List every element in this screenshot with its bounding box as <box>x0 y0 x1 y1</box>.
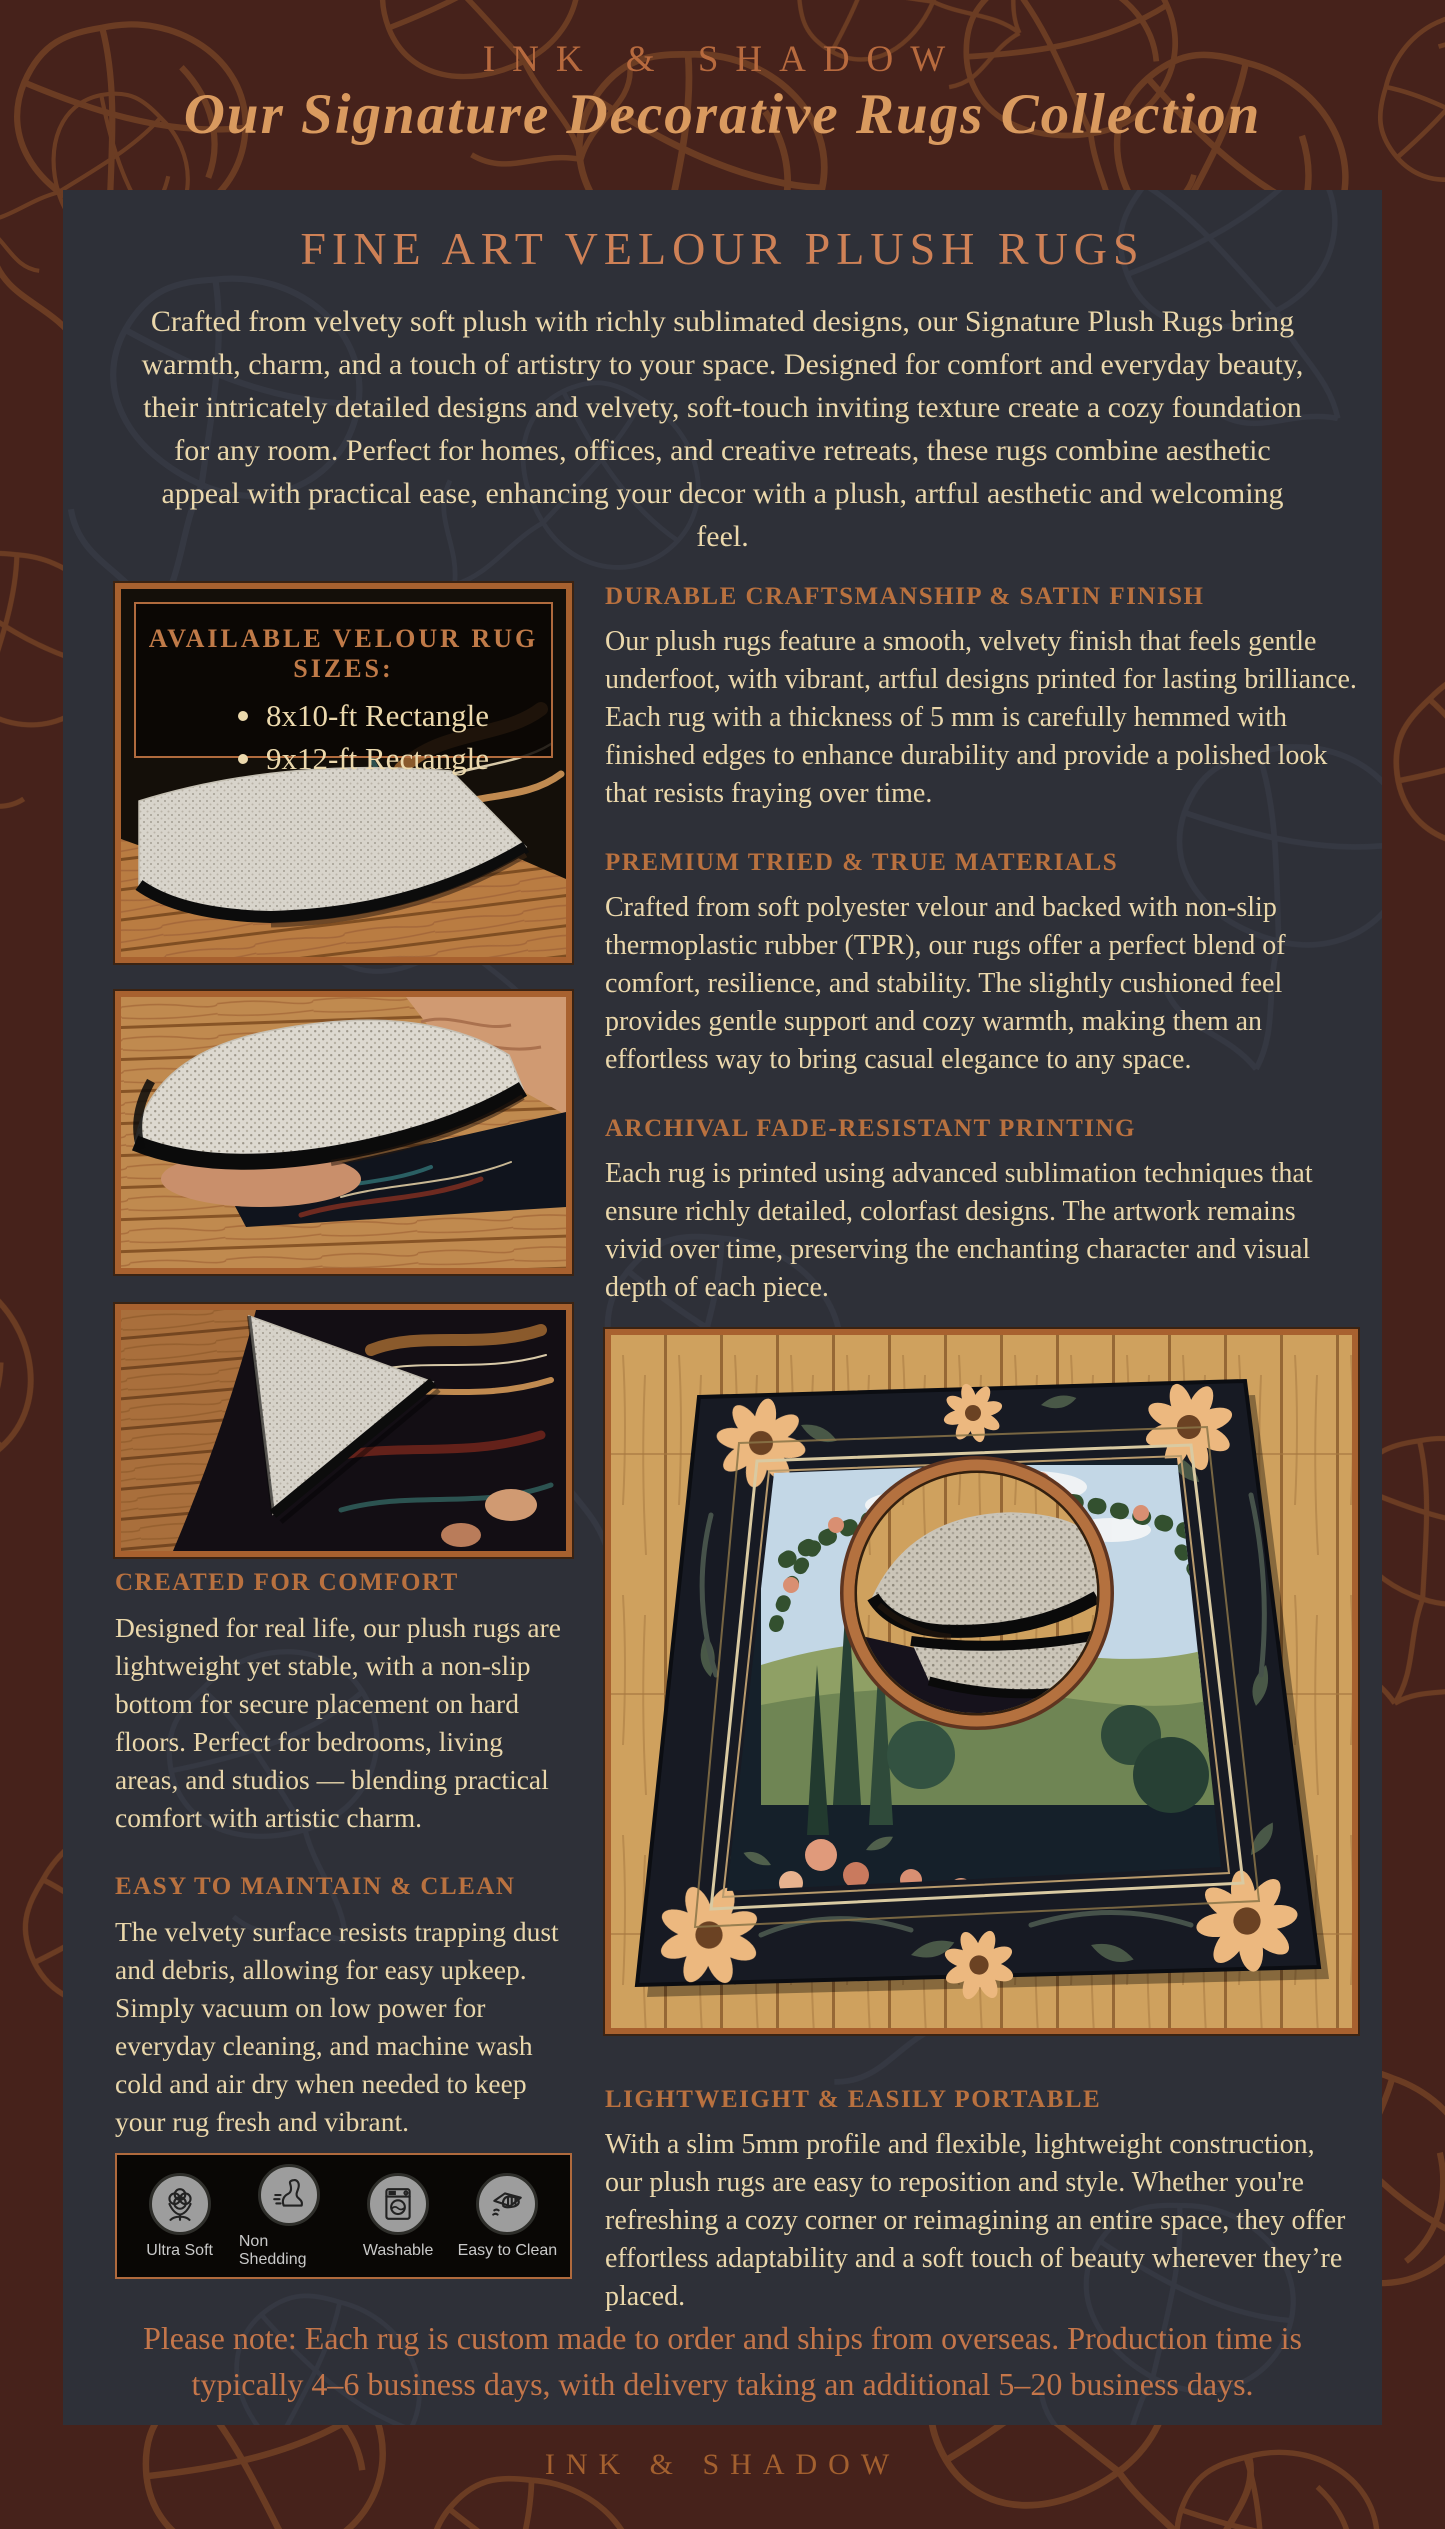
section-portable <box>605 2086 1358 2316</box>
feature-badge <box>130 2173 230 2260</box>
section-materials <box>605 849 1358 1079</box>
section-heading: CREATED FOR COMFORT <box>115 1569 459 1596</box>
section-body: Our plush rugs feature a smooth, velvety finish that feels gentle underfoot, with vibrant, artful designs printed for lasting brilliance. Each rug with a thickness of 5 mm is carefully hemmed with finished edges to enhance durability and provide a polished look that resists fraying over time. <box>605 626 1357 809</box>
sizes-box <box>134 602 553 776</box>
production-note-text: Please note: Each rug is custom made to order and ships from overseas. Production time is typically 4–6 business days, with delivery taking an additional 5–20 business days. <box>143 2320 1302 2402</box>
section-maintain <box>115 1873 572 2141</box>
features-box <box>115 2153 572 2279</box>
washing-machine-icon <box>367 2173 429 2235</box>
left-column <box>115 583 572 2279</box>
section-body: With a slim 5mm profile and flexible, lightweight construction, our plush rugs are easy to reposition and style. Whether you're refreshing a cozy corner or reimagining an entire space, they offer effortless adaptability and a soft touch of beauty wherever they’re placed. <box>605 2129 1346 2312</box>
section-body: Crafted from soft polyester velour and backed with non-slip thermoplastic rubber (TPR), our rugs offer a perfect blend of comfort, resilience, and stability. The slightly cushioned feel provides gentle support and cozy warmth, making them an effortless way to bring casual elegance to any space. <box>605 892 1286 1075</box>
section-body: Each rug is printed using advanced sublimation techniques that ensure richly detailed, colorfast designs. The artwork remains vivid over time, preserving the enchanting character and visual depth of each piece. <box>605 1158 1313 1303</box>
feature-badge <box>239 2164 339 2269</box>
foot-icon <box>258 2164 320 2226</box>
section-durable <box>605 583 1358 813</box>
collection-subtitle: Our Signature Decorative Rugs Collection <box>183 83 1262 146</box>
section-heading: ARCHIVAL FADE-RESISTANT PRINTING <box>605 1115 1136 1142</box>
section-heading: DURABLE CRAFTSMANSHIP & SATIN FINISH <box>605 583 1205 610</box>
size-item: 9x12-ft Rectangle <box>232 737 551 780</box>
brand-title: INK & SHADOW <box>482 39 963 80</box>
photo-rug-room-view <box>605 1329 1358 2034</box>
section-printing <box>605 1115 1358 1307</box>
feature-badge <box>348 2173 448 2260</box>
sizes-list <box>232 694 551 780</box>
production-note <box>63 2315 1382 2407</box>
section-body: The velvety surface resists trapping dust and debris, allowing for easy upkeep. Simply vacuum on low power for everyday cleaning, and machine wash cold and air dry when needed to keep your rug fresh and vibrant. <box>115 1916 559 2137</box>
section-comfort <box>115 1569 572 1837</box>
section-heading: LIGHTWEIGHT & EASILY PORTABLE <box>605 2086 1102 2113</box>
size-item: 8x10-ft Rectangle <box>232 694 551 737</box>
section-body: Designed for real life, our plush rugs are lightweight yet stable, with a non-slip bottom for secure placement on hard floors. Perfect for bedrooms, living areas, and studios — blending practical comfort with artistic charm. <box>115 1612 561 1833</box>
feature-badge <box>457 2173 557 2260</box>
feature-label: Washable <box>362 2241 434 2259</box>
intro-paragraph: Crafted from velvety soft plush with richly sublimated designs, our Signature Plush Rugs bring warmth, charm, and a touch of artistry to your space. Designed for comfort and everyday beauty, their intricately detailed designs and velvety, soft-touch inviting texture create a cozy foundation for any room. Perfect for homes, offices, and creative retreats, these rugs combine aesthetic appeal with practical ease, enhancing your decor with a plush, artful aesthetic and welcoming feel. <box>141 305 1304 553</box>
page-title: FINE ART VELOUR PLUSH RUGS <box>300 223 1145 274</box>
feature-label: Non Shedding <box>238 2232 307 2268</box>
cotton-icon <box>149 2173 211 2235</box>
feature-label: Ultra Soft <box>146 2241 213 2259</box>
section-heading: EASY TO MAINTAIN & CLEAN <box>115 1873 516 1900</box>
photo-rug-rolled-edge <box>115 991 572 1274</box>
section-heading: PREMIUM TRIED & TRUE MATERIALS <box>605 849 1119 876</box>
feature-label: Easy to Clean <box>457 2241 558 2259</box>
right-column <box>605 583 1358 2316</box>
footer-brand: INK & SHADOW <box>544 2448 901 2481</box>
content-panel <box>63 190 1382 2425</box>
wipe-hand-icon <box>476 2173 538 2235</box>
rug-backing-inset <box>840 1456 1114 1730</box>
photo-rug-folded-corner <box>115 1304 572 1557</box>
sizes-heading: AVAILABLE VELOUR RUG SIZES: <box>148 624 539 683</box>
photo-rug-backing-corner <box>115 583 572 963</box>
